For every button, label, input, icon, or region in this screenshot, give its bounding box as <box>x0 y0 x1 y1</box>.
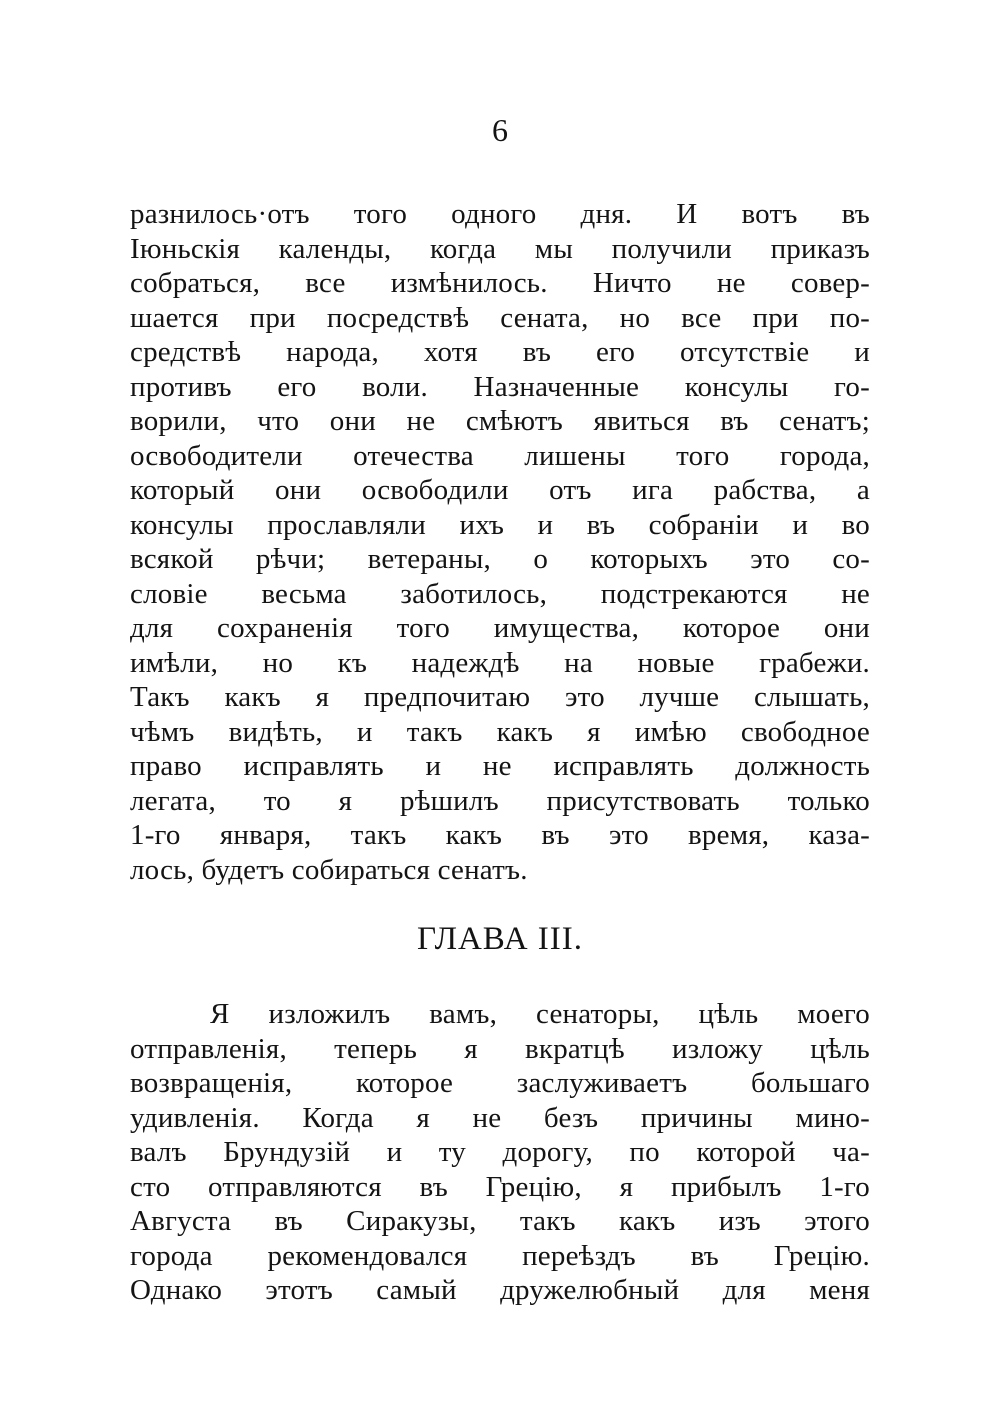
text-line: Августа въ Сиракузы, такъ какъ изъ этого <box>130 1205 870 1237</box>
text-line: разнилось·отъ того одного дня. И вотъ въ <box>130 198 870 230</box>
text-line: города рекомендовался переѣздъ въ Грецію. <box>130 1239 870 1272</box>
chapter-heading: ГЛАВА III. <box>416 921 584 957</box>
text-line: противъ его воли. Назначенные консулы го- <box>130 370 870 403</box>
text-line: собраться, все измѣнилось. Ничто не совер- <box>130 267 870 299</box>
text-line: освободители отечества лишены того города, <box>130 439 870 472</box>
text-line: средствѣ народа, хотя въ его отсутствіе и <box>130 336 870 368</box>
text-line: 1-го января, такъ какъ въ это время, каза- <box>130 819 870 851</box>
text-line: всякой рѣчи; ветераны, о которыхъ это со- <box>130 543 870 575</box>
paragraph-1 <box>130 197 870 887</box>
text-line: легата, то я рѣшилъ присутствовать только <box>130 784 870 817</box>
text-line: Іюньскія календы, когда мы получили приказъ <box>130 232 870 265</box>
page-number: 6 <box>492 112 508 148</box>
text-line: валъ Брундузій и ту дорогу, по которой ча- <box>130 1136 870 1168</box>
text-line: лось, будетъ собираться сенатъ. <box>130 853 528 886</box>
text-line: имѣли, но къ надеждѣ на новые грабежи. <box>130 646 870 679</box>
text-line: право исправлять и не исправлять должность <box>130 750 870 782</box>
text-line: отправленія, теперь я вкратцѣ изложу цѣль <box>130 1032 870 1065</box>
text-line: возвращенія, которое заслуживаетъ большаго <box>130 1067 870 1099</box>
text-line: сто отправляются въ Грецію, я прибылъ 1-го <box>130 1170 870 1203</box>
text-line: чѣмъ видѣть, и такъ какъ я имѣю свободное <box>130 715 870 748</box>
text-line: Я изложилъ вамъ, сенаторы, цѣль моего <box>210 998 870 1030</box>
text-line: который они освободили отъ ига рабства, а <box>130 474 870 506</box>
text-line: ворили, что они не смѣютъ явиться въ сенатъ; <box>130 405 870 437</box>
text-line: словіе весьма заботилось, подстрекаются не <box>130 577 870 610</box>
text-line: Такъ какъ я предпочитаю это лучше слышать, <box>130 681 870 713</box>
paragraph-2 <box>130 997 870 1308</box>
text-line: Однако этотъ самый дружелюбный для меня <box>130 1274 870 1306</box>
text-line: консулы прославляли ихъ и въ собраніи и во <box>130 508 870 541</box>
text-line: удивленія. Когда я не безъ причины мино- <box>130 1101 870 1134</box>
text-line: шается при посредствѣ сената, но все при по- <box>130 301 870 334</box>
text-line: для сохраненія того имущества, которое они <box>130 612 870 644</box>
